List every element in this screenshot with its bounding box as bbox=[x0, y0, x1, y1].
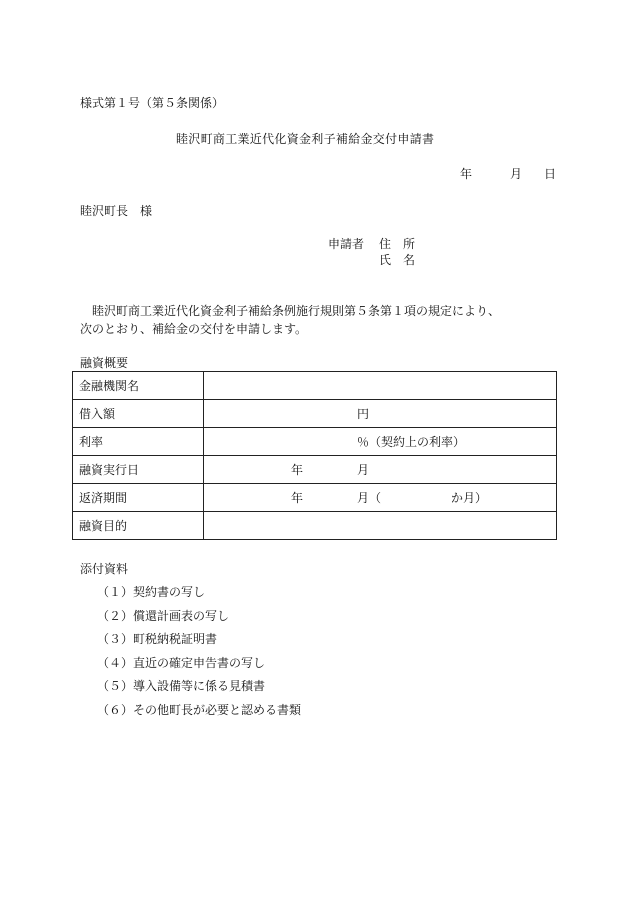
list-item: （６）その他町長が必要と認める書類 bbox=[97, 702, 302, 717]
list-item: （５）導入設備等に係る見積書 bbox=[97, 679, 266, 693]
form-number: 様式第１号（第５条関係） bbox=[80, 96, 225, 110]
table-row bbox=[73, 372, 557, 400]
year-unit: 年 bbox=[291, 463, 304, 477]
applicant-label: 申請者 bbox=[328, 237, 365, 251]
repayment-period-field[interactable] bbox=[204, 484, 557, 512]
loan-overview-table bbox=[72, 371, 557, 540]
statement-line-2: 次のとおり、補給金の交付を申請します。 bbox=[80, 322, 308, 336]
row-label: 返済期間 bbox=[73, 484, 204, 512]
loan-execution-date-field[interactable] bbox=[204, 456, 557, 484]
attachments-list bbox=[97, 584, 301, 725]
interest-rate-field[interactable] bbox=[204, 428, 557, 456]
row-label: 借入額 bbox=[73, 400, 204, 428]
addressee: 睦沢町長 様 bbox=[80, 204, 153, 218]
table-row bbox=[73, 484, 557, 512]
statement-line-1: 睦沢町商工業近代化資金利子補給条例施行規則第５条第１項の規定により、 bbox=[92, 304, 501, 318]
attachments-heading: 添付資料 bbox=[80, 562, 129, 576]
applicant-address-label: 住 所 bbox=[379, 237, 416, 251]
rate-unit: ％（契約上の利率） bbox=[357, 435, 466, 449]
date-year-label: 年 bbox=[460, 167, 473, 181]
list-item: （２）償還計画表の写し bbox=[97, 608, 230, 623]
month-unit: 月 bbox=[357, 463, 370, 477]
document-title: 睦沢町商工業近代化資金利子補給金交付申請書 bbox=[176, 132, 435, 146]
row-label: 利率 bbox=[73, 428, 204, 456]
financial-institution-field[interactable] bbox=[204, 372, 557, 400]
row-label: 融資目的 bbox=[73, 512, 204, 540]
loan-amount-field[interactable] bbox=[204, 400, 557, 428]
year-unit: 年 bbox=[291, 491, 304, 505]
list-item: （１）契約書の写し bbox=[97, 585, 206, 599]
table-row bbox=[73, 512, 557, 540]
row-label: 金融機関名 bbox=[73, 372, 204, 400]
table-row bbox=[73, 400, 557, 428]
list-item: （３）町税納税証明書 bbox=[97, 632, 218, 646]
loan-overview-heading: 融資概要 bbox=[80, 356, 129, 370]
date-line bbox=[460, 166, 556, 182]
applicant-name-label: 氏 名 bbox=[379, 253, 416, 267]
table-row bbox=[73, 428, 557, 456]
date-day-label: 日 bbox=[544, 167, 557, 181]
yen-unit: 円 bbox=[357, 407, 370, 421]
application-statement bbox=[80, 302, 560, 338]
row-label: 融資実行日 bbox=[73, 456, 204, 484]
loan-purpose-field[interactable] bbox=[204, 512, 557, 540]
list-item: （４）直近の確定申告書の写し bbox=[97, 655, 266, 670]
table-row bbox=[73, 456, 557, 484]
month-unit: 月（ bbox=[357, 491, 382, 505]
months-unit: か月） bbox=[451, 491, 488, 505]
date-month-label: 月 bbox=[510, 167, 523, 181]
